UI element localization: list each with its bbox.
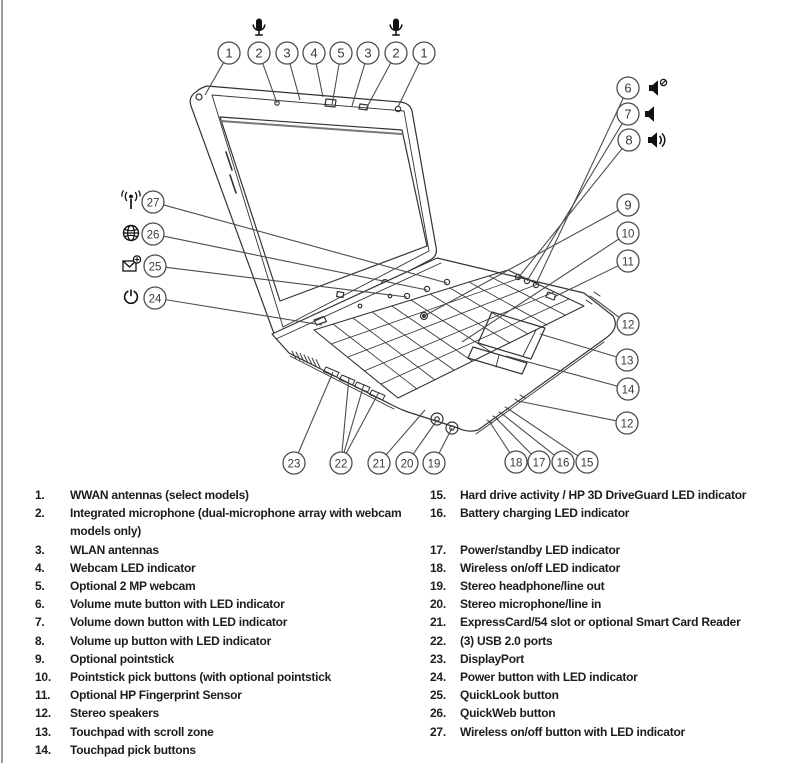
- callout-number: 24: [148, 293, 162, 306]
- legend-item: [35, 741, 427, 759]
- callout-number: 27: [146, 197, 160, 210]
- legend-item-number: 1.: [35, 488, 45, 502]
- legend-item-text: Optional pointstick: [70, 651, 174, 666]
- legend-item: [35, 541, 427, 559]
- callout-4: [303, 42, 325, 64]
- legend-item-text: Stereo speakers: [70, 706, 159, 721]
- legend-item-text: Volume mute button with LED indicator: [70, 597, 285, 612]
- callout-11: [617, 250, 639, 272]
- callout-1: [413, 42, 435, 64]
- power-icon: [125, 290, 138, 304]
- callout-leader-line: [346, 392, 379, 453]
- callout-leader-line: [527, 123, 622, 281]
- legend-item: [430, 504, 782, 522]
- legend-item-number: 5.: [35, 579, 45, 594]
- callout-18: [505, 451, 527, 473]
- legend-item-text: Power button with LED indicator: [460, 670, 638, 685]
- callout-number: 23: [287, 458, 301, 471]
- legend-spacer: [430, 522, 782, 540]
- laptop-illustration: [190, 86, 615, 434]
- callout-leader-line: [489, 421, 510, 453]
- legend-item-number: 20.: [430, 597, 446, 612]
- callout-leader-line: [386, 410, 425, 455]
- legend-item-number: 2.: [35, 506, 45, 521]
- legend-item-text: ExpressCard/54 slot or optional Smart Card Reader: [460, 615, 741, 630]
- callout-number: 8: [625, 132, 633, 148]
- legend-item-text: Battery charging LED indicator: [460, 506, 630, 521]
- legend-item: [430, 632, 782, 650]
- legend-item-text: Power/standby LED indicator: [460, 542, 620, 557]
- callout-27: [142, 191, 164, 213]
- quickweb-globe-icon: [124, 226, 139, 241]
- legend-item: [430, 650, 782, 668]
- callout-13: [616, 349, 638, 371]
- callout-19: [423, 452, 445, 474]
- legend-item-number: 11.: [35, 688, 51, 703]
- legend-item-number: 4.: [35, 560, 45, 575]
- legend-item-number: 26.: [430, 706, 446, 721]
- legend-item: [35, 577, 427, 595]
- legend-item-text: (3) USB 2.0 ports: [460, 633, 553, 648]
- callout-number: 22: [334, 458, 348, 471]
- callout-2: [248, 42, 270, 64]
- volume-down-icon: [645, 106, 654, 122]
- legend-item: [430, 686, 782, 704]
- legend-item-number: 13.: [35, 724, 51, 739]
- legend-item-number: 21.: [430, 615, 446, 630]
- legend-item-number: 22.: [430, 633, 446, 648]
- callout-number: 3: [364, 45, 372, 61]
- legend-item-text: QuickLook button: [460, 688, 559, 703]
- callout-leader-line: [298, 372, 333, 453]
- legend-item-number: 7.: [35, 615, 45, 630]
- callout-number: 14: [621, 384, 635, 397]
- legend-item: [430, 704, 782, 722]
- legend-item: [430, 541, 782, 559]
- legend-item: [430, 559, 782, 577]
- legend-item: [35, 686, 427, 704]
- callout-number: 19: [427, 458, 441, 471]
- callout-leader-line: [413, 420, 437, 454]
- legend-item: [35, 650, 427, 668]
- callout-2: [385, 42, 407, 64]
- legend-item-number: 19.: [430, 579, 446, 593]
- callout-15: [576, 451, 598, 473]
- legend-item-number: 3.: [35, 542, 45, 557]
- legend-item: [35, 613, 427, 631]
- callout-leader-line: [554, 266, 618, 297]
- callout-number: 25: [148, 261, 162, 274]
- legend-item-number: 24.: [430, 670, 446, 685]
- callout-leader-line: [398, 63, 419, 107]
- callout-number: 17: [532, 457, 546, 470]
- legend-item-text: Webcam LED indicator: [70, 560, 196, 575]
- callout-24: [144, 287, 166, 309]
- callout-leader-line: [518, 149, 622, 278]
- wireless-antenna-icon: [122, 191, 140, 210]
- callout-number: 20: [400, 458, 414, 471]
- legend-item-text: Volume up button with LED indicator: [70, 633, 272, 648]
- callout-number: 26: [146, 229, 160, 242]
- microphone-icon: [253, 19, 265, 36]
- legend-item-text: Stereo headphone/line out: [460, 579, 605, 593]
- legend-item-text: Pointstick pick buttons (with optional pointstick: [70, 670, 332, 685]
- callout-number: 10: [621, 228, 635, 241]
- legend-item: [430, 486, 782, 504]
- callout-25: [144, 255, 166, 277]
- legend-item: [35, 632, 427, 650]
- legend-item-number: 10.: [35, 670, 51, 685]
- volume-up-icon: [648, 132, 665, 148]
- legend-item-text: DisplayPort: [460, 651, 524, 666]
- callout-26: [142, 223, 164, 245]
- callout-8: [618, 129, 640, 151]
- legend-item-text: WWAN antennas (select models): [70, 488, 249, 502]
- volume-mute-icon: [649, 79, 667, 95]
- legend-item-text: QuickWeb button: [460, 706, 556, 721]
- callout-12: [617, 313, 639, 335]
- legend-item: [430, 577, 782, 595]
- callout-number: 1: [420, 45, 428, 61]
- legend-item-number: 14.: [35, 742, 51, 757]
- legend-item-number: 27.: [430, 724, 446, 739]
- legend-item: [430, 595, 782, 613]
- callout-number: 12: [620, 418, 634, 431]
- legend-item-number: 18.: [430, 560, 446, 575]
- legend-column-left: [35, 486, 427, 759]
- callout-20: [396, 452, 418, 474]
- legend-item-text: Optional HP Fingerprint Sensor: [70, 688, 242, 703]
- quicklook-icon: [123, 256, 141, 271]
- callout-number: 7: [624, 106, 632, 122]
- callout-21: [368, 452, 390, 474]
- callout-number: 4: [310, 45, 318, 61]
- legend-item: [35, 559, 427, 577]
- callout-number: 12: [621, 319, 635, 332]
- legend-item-text: WLAN antennas: [70, 542, 159, 557]
- legend-item-text: Volume down button with LED indicator: [70, 615, 288, 630]
- callout-22: [330, 452, 352, 474]
- callout-3: [276, 42, 298, 64]
- legend-item-text: Wireless on/off button with LED indicator: [460, 724, 685, 739]
- legend-item: [35, 723, 427, 741]
- callout-12: [616, 412, 638, 434]
- callout-number: 15: [580, 457, 594, 470]
- legend-item-text: Touchpad pick buttons: [70, 742, 196, 757]
- callout-number: 1: [225, 45, 233, 61]
- legend-item: [430, 668, 782, 686]
- callout-14: [617, 378, 639, 400]
- callout-6: [617, 77, 639, 99]
- callout-1: [218, 42, 240, 64]
- callout-number: 2: [392, 45, 400, 61]
- legend-column-right: [430, 486, 782, 741]
- legend-item-number: 25.: [430, 688, 446, 703]
- legend-item-number: 6.: [35, 597, 45, 612]
- legend-item-text: Optional 2 MP webcam: [70, 579, 196, 594]
- legend-item: [35, 668, 427, 686]
- microphone-icon: [390, 19, 402, 36]
- callout-number: 18: [509, 457, 523, 470]
- legend-item-text: Hard drive activity / HP 3D DriveGuard LED indicator: [460, 488, 747, 502]
- legend-item-text: Touchpad with scroll zone: [70, 724, 214, 739]
- callout-17: [528, 451, 550, 473]
- callout-leader-line: [439, 428, 452, 453]
- legend-item-number: 23.: [430, 651, 446, 666]
- callout-number: 5: [337, 45, 345, 61]
- callout-23: [283, 452, 305, 474]
- legend-item-text: Stereo microphone/line in: [460, 597, 602, 612]
- legend-item-number: 15.: [430, 488, 446, 502]
- callout-number: 6: [624, 80, 632, 96]
- callout-9: [617, 194, 639, 216]
- legend-item-number: 12.: [35, 706, 51, 721]
- callout-leader-line: [507, 408, 578, 456]
- callout-number: 13: [620, 355, 634, 368]
- callout-16: [552, 451, 574, 473]
- legend-item: [430, 613, 782, 631]
- legend-item-number: 8.: [35, 633, 45, 648]
- callout-number: 21: [372, 458, 386, 471]
- legend-item: [35, 504, 427, 540]
- callout-number: 16: [556, 457, 570, 470]
- callout-leader-line: [518, 401, 616, 421]
- legend-item-number: 17.: [430, 542, 446, 557]
- legend-item: [35, 486, 427, 504]
- callout-number: 9: [624, 197, 632, 213]
- callout-number: 2: [255, 45, 263, 61]
- callout-leader-line: [316, 64, 323, 97]
- legend-item-number: 9.: [35, 651, 45, 666]
- legend-item-text: Integrated microphone (dual-microphone array with webcam models only): [70, 506, 402, 539]
- callout-10: [617, 222, 639, 244]
- callout-number: 11: [622, 256, 634, 269]
- legend-item: [35, 595, 427, 613]
- callout-number: 3: [283, 45, 291, 61]
- legend-item-number: 16.: [430, 506, 446, 521]
- legend-item: [35, 704, 427, 722]
- callout-3: [357, 42, 379, 64]
- callout-7: [617, 103, 639, 125]
- legend-item: [430, 723, 782, 741]
- callout-leader-line: [536, 98, 623, 284]
- callout-5: [330, 42, 352, 64]
- legend-item-text: Wireless on/off LED indicator: [460, 560, 620, 575]
